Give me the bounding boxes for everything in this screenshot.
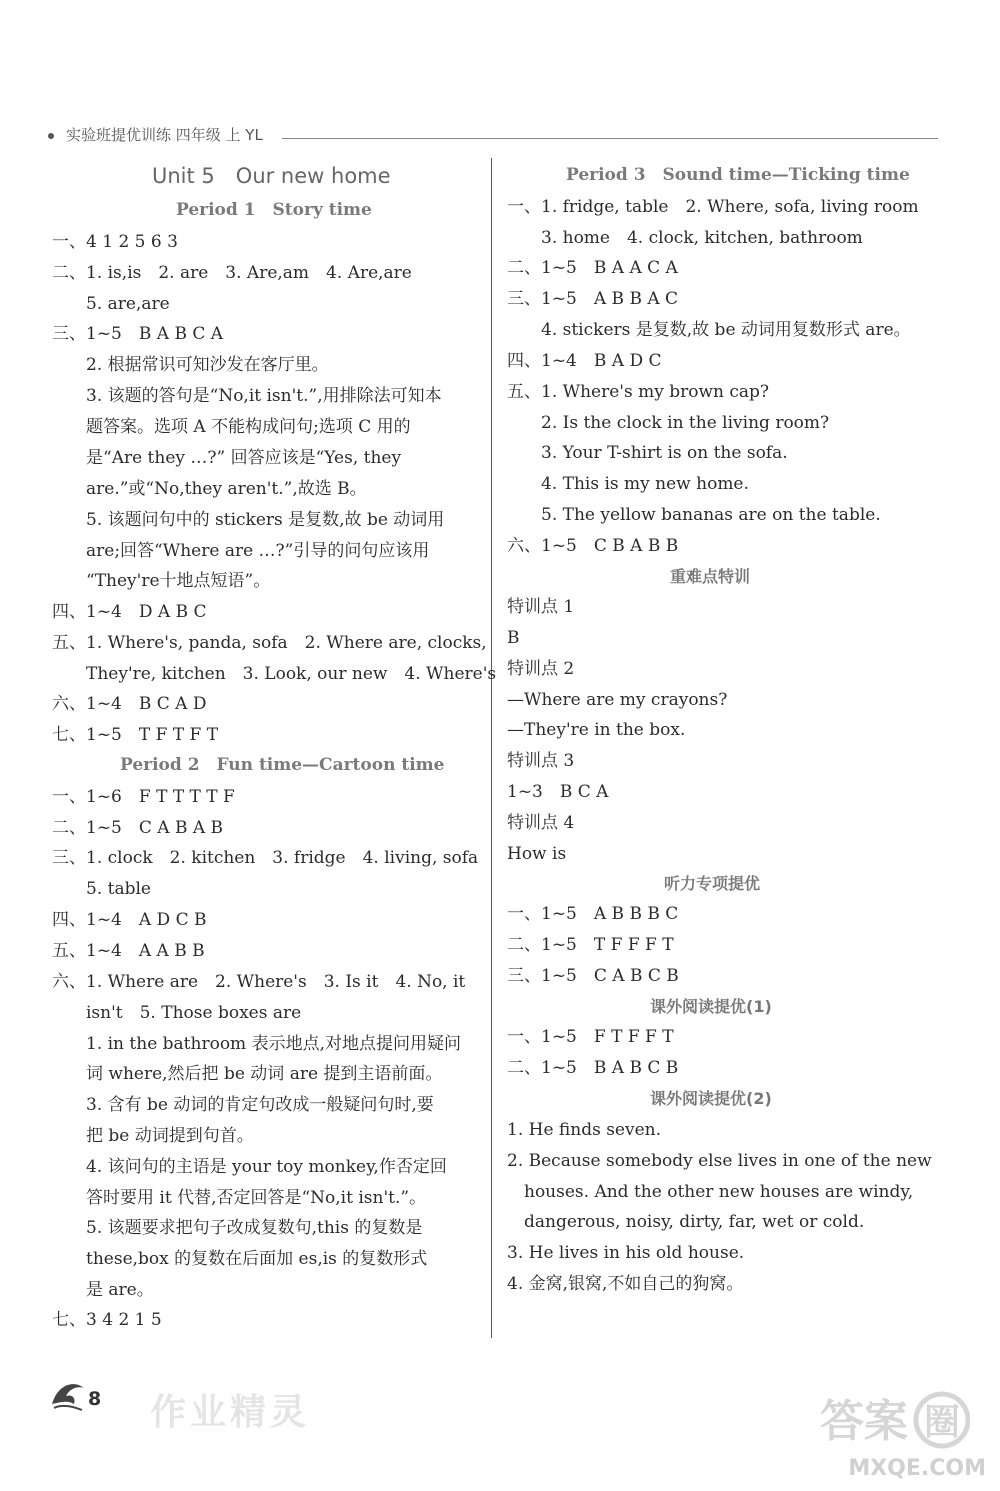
answer-line: 三、1. clock 2. kitchen 3. fridge 4. living, sofa [52,848,479,868]
answer-line: 1. in the bathroom 表示地点,对地点提问用疑问 [52,1034,461,1054]
answer-line: 三、1~5 C A B C B [507,966,679,986]
section-title-reading-2: 课外阅读提优(2) [650,1089,772,1108]
answer-line: 3. home 4. clock, kitchen, bathroom [507,228,863,248]
answer-line: 七、3 4 2 1 5 [52,1310,162,1330]
answer-line: 题答案。选项 A 不能构成问句;选项 C 用的 [52,417,411,437]
section-title-listening: 听力专项提优 [664,874,761,893]
answer-line: 5. table [52,879,151,899]
answer-line: 特训点 3 [507,751,575,771]
answer-line: 3. He lives in his old house. [507,1243,745,1263]
answer-line: 2. Is the clock in the living room? [507,413,830,433]
answer-line: 词 where,然后把 be 动词 are 提到主语前面。 [52,1064,443,1084]
answer-line: 是 are。 [52,1280,154,1300]
answer-line: 一、1~5 F T F F T [507,1027,674,1047]
answer-line: 六、1~4 B C A D [52,694,207,714]
svg-text:圈: 圈 [924,1402,961,1443]
answer-line: 四、1~4 A D C B [52,910,207,930]
answer-line: 一、1~6 F T T T T F [52,787,235,807]
watermark-logo [820,1388,970,1456]
column-divider [491,158,492,1338]
answer-line: 3. 该题的答句是“No,it isn't.”,用排除法可知本 [52,386,442,406]
answer-line: 答时要用 it 代替,否定回答是“No,it isn't.”。 [52,1188,427,1208]
answer-line: 是“Are they …?” 回答应该是“Yes, they [52,448,402,468]
answer-line: 一、1. fridge, table 2. Where, sofa, living room [507,197,919,217]
answer-line: 四、1~4 D A B C [52,602,207,622]
answer-line: 5. are,are [52,294,170,314]
answer-line: 五、1~4 A A B B [52,941,205,961]
page-number-block [48,1374,102,1418]
answer-line: 4. 该问句的主语是 your toy monkey,作否定回 [52,1157,447,1177]
answer-line: these,box 的复数在后面加 es,is 的复数形式 [52,1249,428,1269]
answer-line: 3. 含有 be 动词的肯定句改成一般疑问句时,要 [52,1095,434,1115]
section-title-reading-1: 课外阅读提优(1) [650,997,772,1016]
answer-line: 4. 金窝,银窝,不如自己的狗窝。 [507,1274,744,1294]
answer-line: “They're十地点短语”。 [52,571,271,591]
answer-line: are;回答“Where are …?”引导的问句应该用 [52,541,430,561]
answer-line: 五、1. Where's my brown cap? [507,382,770,402]
unit-title: Unit 5 Our new home [152,164,391,188]
answer-line: 二、1~5 B A A C A [507,258,678,278]
answer-line: 特训点 4 [507,813,575,833]
answer-line: 七、1~5 T F T F T [52,725,219,745]
answer-line: 五、1. Where's, panda, sofa 2. Where are, clocks, [52,633,487,653]
svg-text:答案: 答案 [820,1396,908,1447]
answer-line: 四、1~4 B A D C [507,351,662,371]
answer-line: 二、1~5 T F F F T [507,935,674,955]
header-rule [282,138,938,139]
watermark-url: MXQE.COM [848,1456,986,1481]
period-2-title: Period 2 Fun time—Cartoon time [120,755,445,775]
page-number: 8 [88,1388,102,1410]
answer-line: —Where are my crayons? [507,690,728,710]
period-1-title: Period 1 Story time [176,200,372,220]
answer-line: 二、1. is,is 2. are 3. Are,am 4. Are,are [52,263,412,283]
answer-line: 2. Because somebody else lives in one of the new [507,1151,932,1171]
answer-line: are.”或“No,they aren't.”,故选 B。 [52,479,367,499]
answer-line: 一、4 1 2 5 6 3 [52,232,178,252]
answer-line: 1. He finds seven. [507,1120,662,1140]
answer-line: 二、1~5 B A B C B [507,1058,679,1078]
watermark-text: 作业精灵 [150,1392,311,1433]
answer-line: houses. And the other new houses are windy, [507,1182,914,1202]
answer-line: How is [507,844,567,864]
answer-line: 二、1~5 C A B A B [52,818,224,838]
answer-circle-logo-icon [820,1388,970,1452]
answer-line: 六、1~5 C B A B B [507,536,679,556]
answer-line: 三、1~5 A B B A C [507,289,679,309]
answer-line: dangerous, noisy, dirty, far, wet or cold. [507,1212,865,1232]
answer-line: 3. Your T-shirt is on the sofa. [507,443,788,463]
answer-line: 4. This is my new home. [507,474,749,494]
answer-line: 特训点 2 [507,659,575,679]
dolphin-icon [48,1374,88,1414]
answer-line: 1~3 B C A [507,782,609,802]
header-text [48,124,263,145]
answer-line: They're, kitchen 3. Look, our new 4. Where's [52,664,497,684]
answer-line: 5. The yellow bananas are on the table. [507,505,881,525]
answer-line: 一、1~5 A B B B C [507,904,679,924]
answer-line: 三、1~5 B A B C A [52,324,224,344]
answer-line: 特训点 1 [507,597,575,617]
answer-line: 5. 该题问句中的 stickers 是复数,故 be 动词用 [52,510,445,530]
section-title-key-points: 重难点特训 [670,567,751,586]
answer-line: 把 be 动词提到句首。 [52,1126,254,1146]
answer-line: isn't 5. Those boxes are [52,1003,302,1023]
answer-line: B [507,628,520,648]
period-3-title: Period 3 Sound time—Ticking time [566,165,910,185]
bullet-icon [48,133,54,139]
answer-line: 5. 该题要求把句子改成复数句,this 的复数是 [52,1218,423,1238]
answer-line: —They're in the box. [507,720,686,740]
answer-line: 4. stickers 是复数,故 be 动词用复数形式 are。 [507,320,911,340]
header-label: 实验班提优训练 四年级 上 YL [66,126,263,144]
answer-line: 2. 根据常识可知沙发在客厅里。 [52,355,329,375]
answer-line: 六、1. Where are 2. Where's 3. Is it 4. No, it [52,972,466,992]
